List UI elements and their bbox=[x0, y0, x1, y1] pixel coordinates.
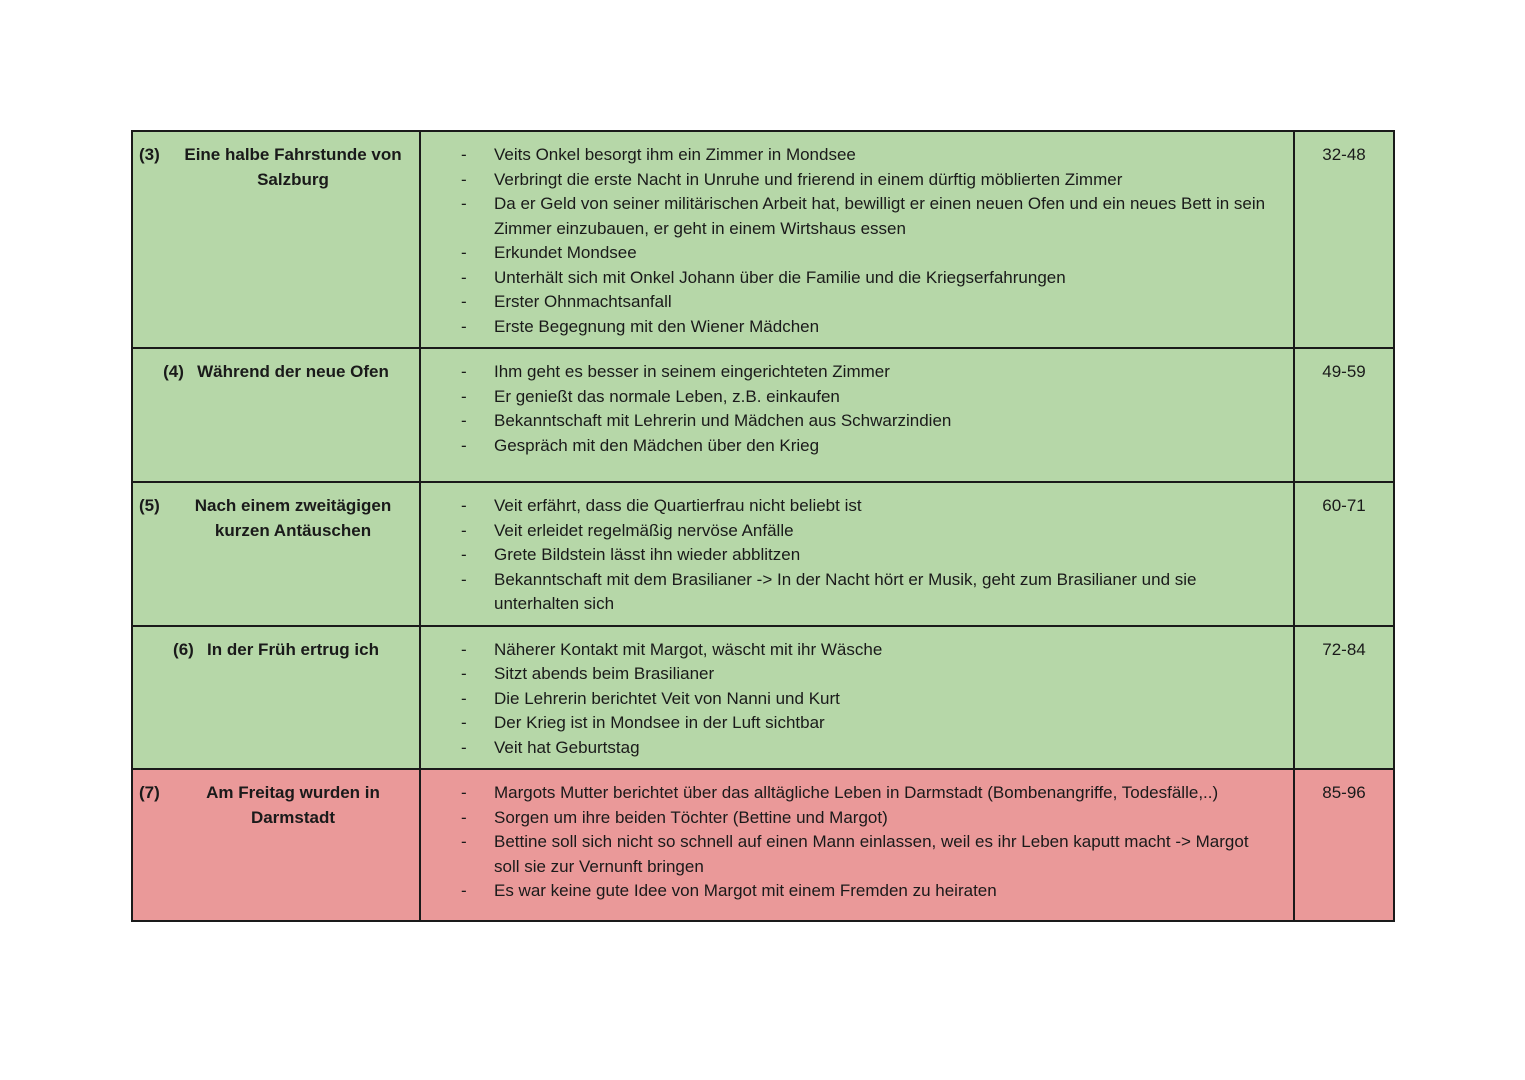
dash-bullet-icon: - bbox=[461, 688, 467, 708]
list-item bbox=[421, 360, 1277, 385]
content-list bbox=[421, 494, 1277, 617]
chapter-title: In der Früh ertrug ich bbox=[207, 639, 379, 659]
table-body bbox=[132, 131, 1394, 921]
list-item-text: Erste Begegnung mit den Wiener Mädchen bbox=[494, 316, 820, 336]
page-range: 60-71 bbox=[1294, 482, 1394, 626]
chapter-summary-table bbox=[131, 130, 1395, 922]
chapter-content-cell bbox=[420, 769, 1294, 921]
list-item-text: Da er Geld von seiner militärischen Arbeit hat, bewilligt er einen neuen Ofen und ein neues Bett in sein Zimmer einzubauen, er geht in einem Wirtshaus essen bbox=[494, 194, 1266, 238]
list-item-text: Veit hat Geburtstag bbox=[494, 737, 640, 757]
list-item-text: Ihm geht es besser in seinem eingerichteten Zimmer bbox=[494, 362, 890, 381]
content-list bbox=[421, 360, 1277, 458]
dash-bullet-icon: - bbox=[461, 411, 467, 430]
chapter-number: (7) bbox=[139, 783, 160, 802]
list-item bbox=[421, 806, 1277, 831]
page-range: 72-84 bbox=[1294, 626, 1394, 770]
list-item-text: Gespräch mit den Mädchen über den Krieg bbox=[494, 435, 820, 455]
chapter-heading bbox=[139, 781, 413, 830]
list-item-text: Verbringt die erste Nacht in Unruhe und frierend in einem dürftig möblierten Zimmer bbox=[494, 169, 1123, 189]
list-item bbox=[421, 543, 1277, 568]
dash-bullet-icon: - bbox=[461, 362, 467, 381]
list-item bbox=[421, 711, 1277, 736]
chapter-heading bbox=[163, 360, 389, 385]
dash-bullet-icon: - bbox=[461, 316, 467, 336]
dash-bullet-icon: - bbox=[461, 832, 467, 851]
dash-bullet-icon: - bbox=[461, 169, 467, 189]
chapter-title: Eine halbe Fahrstunde von Salzburg bbox=[184, 145, 402, 189]
dash-bullet-icon: - bbox=[461, 639, 467, 659]
list-item bbox=[421, 315, 1277, 340]
list-item-text: Näherer Kontakt mit Margot, wäscht mit ihr Wäsche bbox=[494, 639, 883, 659]
chapter-number: (6) bbox=[173, 639, 194, 659]
list-item-text: Unterhält sich mit Onkel Johann über die Familie und die Kriegserfahrungen bbox=[494, 267, 1066, 287]
list-item-text: Sorgen um ihre beiden Töchter (Bettine und Margot) bbox=[494, 807, 888, 827]
chapter-title-cell bbox=[132, 769, 420, 921]
chapter-title: Am Freitag wurden in Darmstadt bbox=[206, 783, 380, 827]
list-item-text: Veit erleidet regelmäßig nervöse Anfälle bbox=[494, 520, 794, 540]
table-row bbox=[132, 131, 1394, 348]
dash-bullet-icon: - bbox=[461, 520, 467, 540]
list-item-text: Bekanntschaft mit Lehrerin und Mädchen aus Schwarzindien bbox=[494, 411, 952, 430]
list-item bbox=[421, 192, 1277, 241]
chapter-heading bbox=[139, 494, 413, 543]
page-range: 85-96 bbox=[1294, 769, 1394, 921]
page-range: 49-59 bbox=[1294, 348, 1394, 482]
list-item bbox=[421, 638, 1277, 663]
dash-bullet-icon: - bbox=[461, 292, 467, 311]
chapter-title-cell bbox=[132, 626, 420, 770]
chapter-number: (5) bbox=[139, 496, 160, 515]
dash-bullet-icon: - bbox=[461, 569, 467, 589]
chapter-number: (3) bbox=[139, 145, 160, 164]
list-item bbox=[421, 662, 1277, 687]
chapter-heading bbox=[139, 143, 413, 192]
list-item bbox=[421, 290, 1277, 315]
list-item bbox=[421, 736, 1277, 761]
list-item bbox=[421, 385, 1277, 410]
dash-bullet-icon: - bbox=[461, 881, 467, 900]
dash-bullet-icon: - bbox=[461, 545, 467, 564]
list-item bbox=[421, 241, 1277, 266]
list-item bbox=[421, 687, 1277, 712]
list-item bbox=[421, 434, 1277, 459]
chapter-title-cell bbox=[132, 348, 420, 482]
list-item-text: Es war keine gute Idee von Margot mit einem Fremden zu heiraten bbox=[494, 881, 997, 900]
dash-bullet-icon: - bbox=[461, 243, 467, 262]
content-list bbox=[421, 781, 1277, 904]
list-item-text: Er genießt das normale Leben, z.B. einkaufen bbox=[494, 386, 840, 406]
dash-bullet-icon: - bbox=[461, 713, 467, 732]
list-item-text: Erkundet Mondsee bbox=[494, 243, 637, 262]
list-item-text: Bekanntschaft mit dem Brasilianer -> In der Nacht hört er Musik, geht zum Brasilianer und sie unterhalten sich bbox=[494, 569, 1197, 613]
chapter-content-cell bbox=[420, 626, 1294, 770]
dash-bullet-icon: - bbox=[461, 737, 467, 757]
list-item bbox=[421, 879, 1277, 904]
dash-bullet-icon: - bbox=[461, 783, 467, 802]
chapter-content-cell bbox=[420, 131, 1294, 348]
list-item-text: Der Krieg ist in Mondsee in der Luft sichtbar bbox=[494, 713, 825, 732]
chapter-title-cell bbox=[132, 131, 420, 348]
chapter-content-cell bbox=[420, 348, 1294, 482]
list-item-text: Veits Onkel besorgt ihm ein Zimmer in Mondsee bbox=[494, 145, 856, 164]
page-range: 32-48 bbox=[1294, 131, 1394, 348]
list-item bbox=[421, 568, 1277, 617]
dash-bullet-icon: - bbox=[461, 194, 467, 213]
chapter-title: Während der neue Ofen bbox=[197, 362, 389, 381]
list-item-text: Bettine soll sich nicht so schnell auf einen Mann einlassen, weil es ihr Leben kaputt macht -> Margot soll sie zur Vernunft bringen bbox=[494, 832, 1249, 876]
chapter-title-cell bbox=[132, 482, 420, 626]
dash-bullet-icon: - bbox=[461, 145, 467, 164]
dash-bullet-icon: - bbox=[461, 807, 467, 827]
table-row bbox=[132, 769, 1394, 921]
dash-bullet-icon: - bbox=[461, 267, 467, 287]
list-item-text: Grete Bildstein lässt ihn wieder abblitzen bbox=[494, 545, 801, 564]
content-list bbox=[421, 638, 1277, 761]
chapter-number: (4) bbox=[163, 362, 184, 381]
content-list bbox=[421, 143, 1277, 339]
chapter-content-cell bbox=[420, 482, 1294, 626]
list-item bbox=[421, 143, 1277, 168]
list-item-text: Margots Mutter berichtet über das alltägliche Leben in Darmstadt (Bombenangriffe, Todesfälle,..) bbox=[494, 783, 1219, 802]
dash-bullet-icon: - bbox=[461, 496, 467, 515]
dash-bullet-icon: - bbox=[461, 664, 467, 683]
dash-bullet-icon: - bbox=[461, 435, 467, 455]
list-item bbox=[421, 781, 1277, 806]
list-item bbox=[421, 409, 1277, 434]
list-item-text: Erster Ohnmachtsanfall bbox=[494, 292, 672, 311]
list-item-text: Sitzt abends beim Brasilianer bbox=[494, 664, 715, 683]
table-row bbox=[132, 626, 1394, 770]
list-item bbox=[421, 494, 1277, 519]
list-item bbox=[421, 168, 1277, 193]
list-item-text: Die Lehrerin berichtet Veit von Nanni und Kurt bbox=[494, 688, 840, 708]
list-item bbox=[421, 266, 1277, 291]
list-item bbox=[421, 830, 1277, 879]
chapter-title: Nach einem zweitägigen kurzen Antäuschen bbox=[194, 496, 392, 540]
table-row bbox=[132, 482, 1394, 626]
list-item bbox=[421, 519, 1277, 544]
dash-bullet-icon: - bbox=[461, 386, 467, 406]
list-item-text: Veit erfährt, dass die Quartierfrau nicht beliebt ist bbox=[494, 496, 862, 515]
table-row bbox=[132, 348, 1394, 482]
chapter-heading bbox=[173, 638, 379, 663]
